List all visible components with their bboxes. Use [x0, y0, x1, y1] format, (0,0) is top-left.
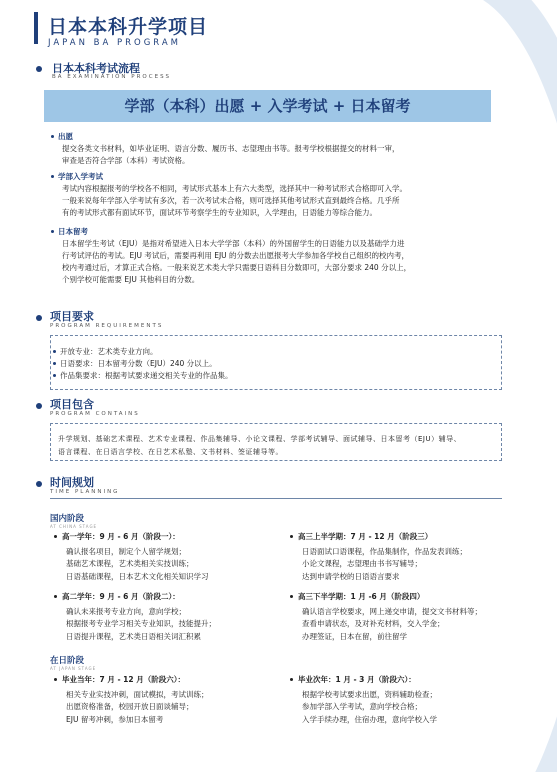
section-bullet-icon: [36, 481, 42, 487]
phase-line: 根据学校考试要求出愿，资料辅助检查；: [302, 689, 437, 699]
phase-line: 确认语言学校要求，网上递交申请，提交文书材料等；: [302, 606, 482, 616]
phase-line: 查看申请状态，及对补充材料，交入学金；: [302, 619, 445, 628]
section-bullet-icon: [36, 66, 42, 72]
phase-line: EJU 留考冲刺，参加日本留考: [66, 714, 164, 724]
requirement-item: 日语要求：日本留考分数（EJU）240 分以上。: [60, 358, 233, 370]
exam-item-line: 提交各类文书材料，如毕业证明、语言分数、履历书、志望理由书等。报考学校根据提交的材料一审，: [62, 144, 400, 153]
contains-text: [58, 433, 498, 459]
exam-item-line: 校内考通过后，才算正式合格。一般来说艺术类大学只需要日语科目分数即可，大部分要求 240 分以上，: [62, 263, 412, 272]
timeline-phase: [62, 591, 292, 643]
contains-line: 语言课程、在日语言学校、在日艺术私塾、文书材料、签证辅导等。: [58, 448, 283, 456]
phase-line: 参加学部入学考试，意向学校合格；: [302, 702, 422, 711]
section-bullet-icon: [36, 403, 42, 409]
exam-item-line: 日本留学生考试（EJU）是指对希望进入日本大学学部（本科）的外国留学生的日语能力以及基础学力进: [62, 239, 405, 248]
requirements-subtitle: PROGRAM REQUIREMENTS: [50, 323, 164, 329]
exam-item-line: 有的考试形式都有面试环节，面试环节考察学生的专业知识，入学理由，日语能力等综合能力。: [62, 208, 377, 217]
domestic-stage-title: 国内阶段: [50, 514, 85, 524]
phase-line: 确认报名项目，制定个人留学规划；: [66, 546, 186, 556]
exam-item: [58, 226, 478, 286]
exam-section-subtitle: BA EXAMINATION PROCESS: [52, 74, 172, 80]
timeline-title: 时间规划: [50, 476, 94, 489]
phase-heading: 毕业次年：1 月 - 3 月（阶段六）：: [298, 674, 528, 687]
exam-item-line: 一般来说每年学部入学考试有多次，若一次考试未合格，则可选择其他考试形式直到最终合格。几乎所: [62, 196, 400, 205]
exam-item-line: 行考试评估的考试。EJU 考试后，需要再利用 EJU 的分数去出愿报考大学参加各学校自己组织的校内考，: [62, 251, 410, 260]
abroad-stage-title: 在日阶段: [50, 656, 85, 666]
contains-subtitle: PROGRAM CONTAINS: [50, 411, 140, 417]
timeline-divider: [50, 498, 502, 499]
title-accent-bar: [34, 12, 38, 44]
timeline-phase: [298, 591, 528, 643]
phase-line: 日语面试口语课程，作品集制作，作品发表训练；: [302, 546, 467, 556]
phase-line: 日语基础课程，日本艺术文化相关知识学习: [66, 571, 209, 581]
exam-item-line: 考试内容根据报考的学校各不相同，考试形式基本上有六大类型，选择其中一种考试形式合格即可入学。: [62, 184, 407, 193]
contains-line: 升学规划、基础艺术课程、艺术专业课程、作品集辅导、小论文课程、学部考试辅导、面试辅导、日本留考（EJU）辅导、: [58, 435, 462, 443]
exam-item-line: 个别学校可能需要 EJU 其他科目的分数。: [62, 275, 200, 284]
requirement-item: 开放专业：艺术类专业方向。: [60, 346, 233, 358]
requirement-item: 作品集要求：根据考试要求递交相关专业的作品集。: [60, 371, 233, 380]
timeline-subtitle: TIME PLANNING: [50, 489, 120, 495]
contains-title: 项目包含: [50, 398, 94, 411]
phase-line: 达到申请学校的日语语言要求: [302, 571, 400, 581]
page-subtitle: JAPAN BA PROGRAM: [48, 38, 181, 48]
phase-line: 日语提升课程，艺术类日语相关词汇积累: [66, 631, 201, 641]
phase-line: 根据报考专业学习相关专业知识，技能提升；: [66, 619, 216, 628]
phase-heading: 高一学年：9 月 - 6 月（阶段一）：: [62, 531, 292, 544]
exam-item: [58, 171, 478, 219]
exam-item-heading: 日本留考: [58, 226, 478, 238]
phase-line: 出愿资格准备，校园开放日面谈辅导；: [66, 702, 194, 711]
timeline-phase: [62, 674, 292, 726]
phase-heading: 高三下半学期：1 月 -6 月（阶段四）: [298, 591, 528, 604]
page-title: 日本本科升学项目: [48, 16, 209, 38]
exam-item-heading: 出愿: [58, 131, 478, 143]
phase-line: 办理签证，日本在留，前往留学: [302, 631, 407, 641]
phase-line: 相关专业实技冲刺，面试模拟，考试训练；: [66, 689, 209, 699]
phase-line: 小论文课程，志望理由书书写辅导；: [302, 559, 422, 568]
timeline-phase: [298, 531, 528, 583]
exam-item: [58, 131, 478, 167]
requirements-list: [60, 346, 233, 382]
phase-line: 确认未来报考专业方向，意向学校；: [66, 606, 186, 616]
timeline-phase: [298, 674, 528, 726]
exam-section-title: 日本本科考试流程: [52, 62, 140, 75]
phase-line: 入学手续办理，住宿办理，意向学校入学: [302, 714, 437, 724]
phase-line: 基础艺术课程，艺术类相关实技训练；: [66, 559, 194, 568]
abroad-stage-subtitle: AT JAPAN STAGE: [50, 666, 97, 671]
phase-heading: 毕业当年：7 月 - 12 月（阶段六）：: [62, 674, 292, 687]
timeline-phase: [62, 531, 292, 583]
exam-item-line: 审查是否符合学部（本科）考试资格。: [62, 156, 190, 165]
phase-heading: 高二学年：9 月 - 6 月（阶段二）：: [62, 591, 292, 604]
requirements-title: 项目要求: [50, 310, 94, 323]
domestic-stage-subtitle: AT CHINA STAGE: [50, 524, 98, 529]
exam-banner: 学部（本科）出愿 + 入学考试 + 日本留考: [44, 90, 491, 122]
phase-heading: 高三上半学期：7 月 - 12 月（阶段三）: [298, 531, 528, 544]
section-bullet-icon: [36, 315, 42, 321]
exam-item-heading: 学部入学考试: [58, 171, 478, 183]
